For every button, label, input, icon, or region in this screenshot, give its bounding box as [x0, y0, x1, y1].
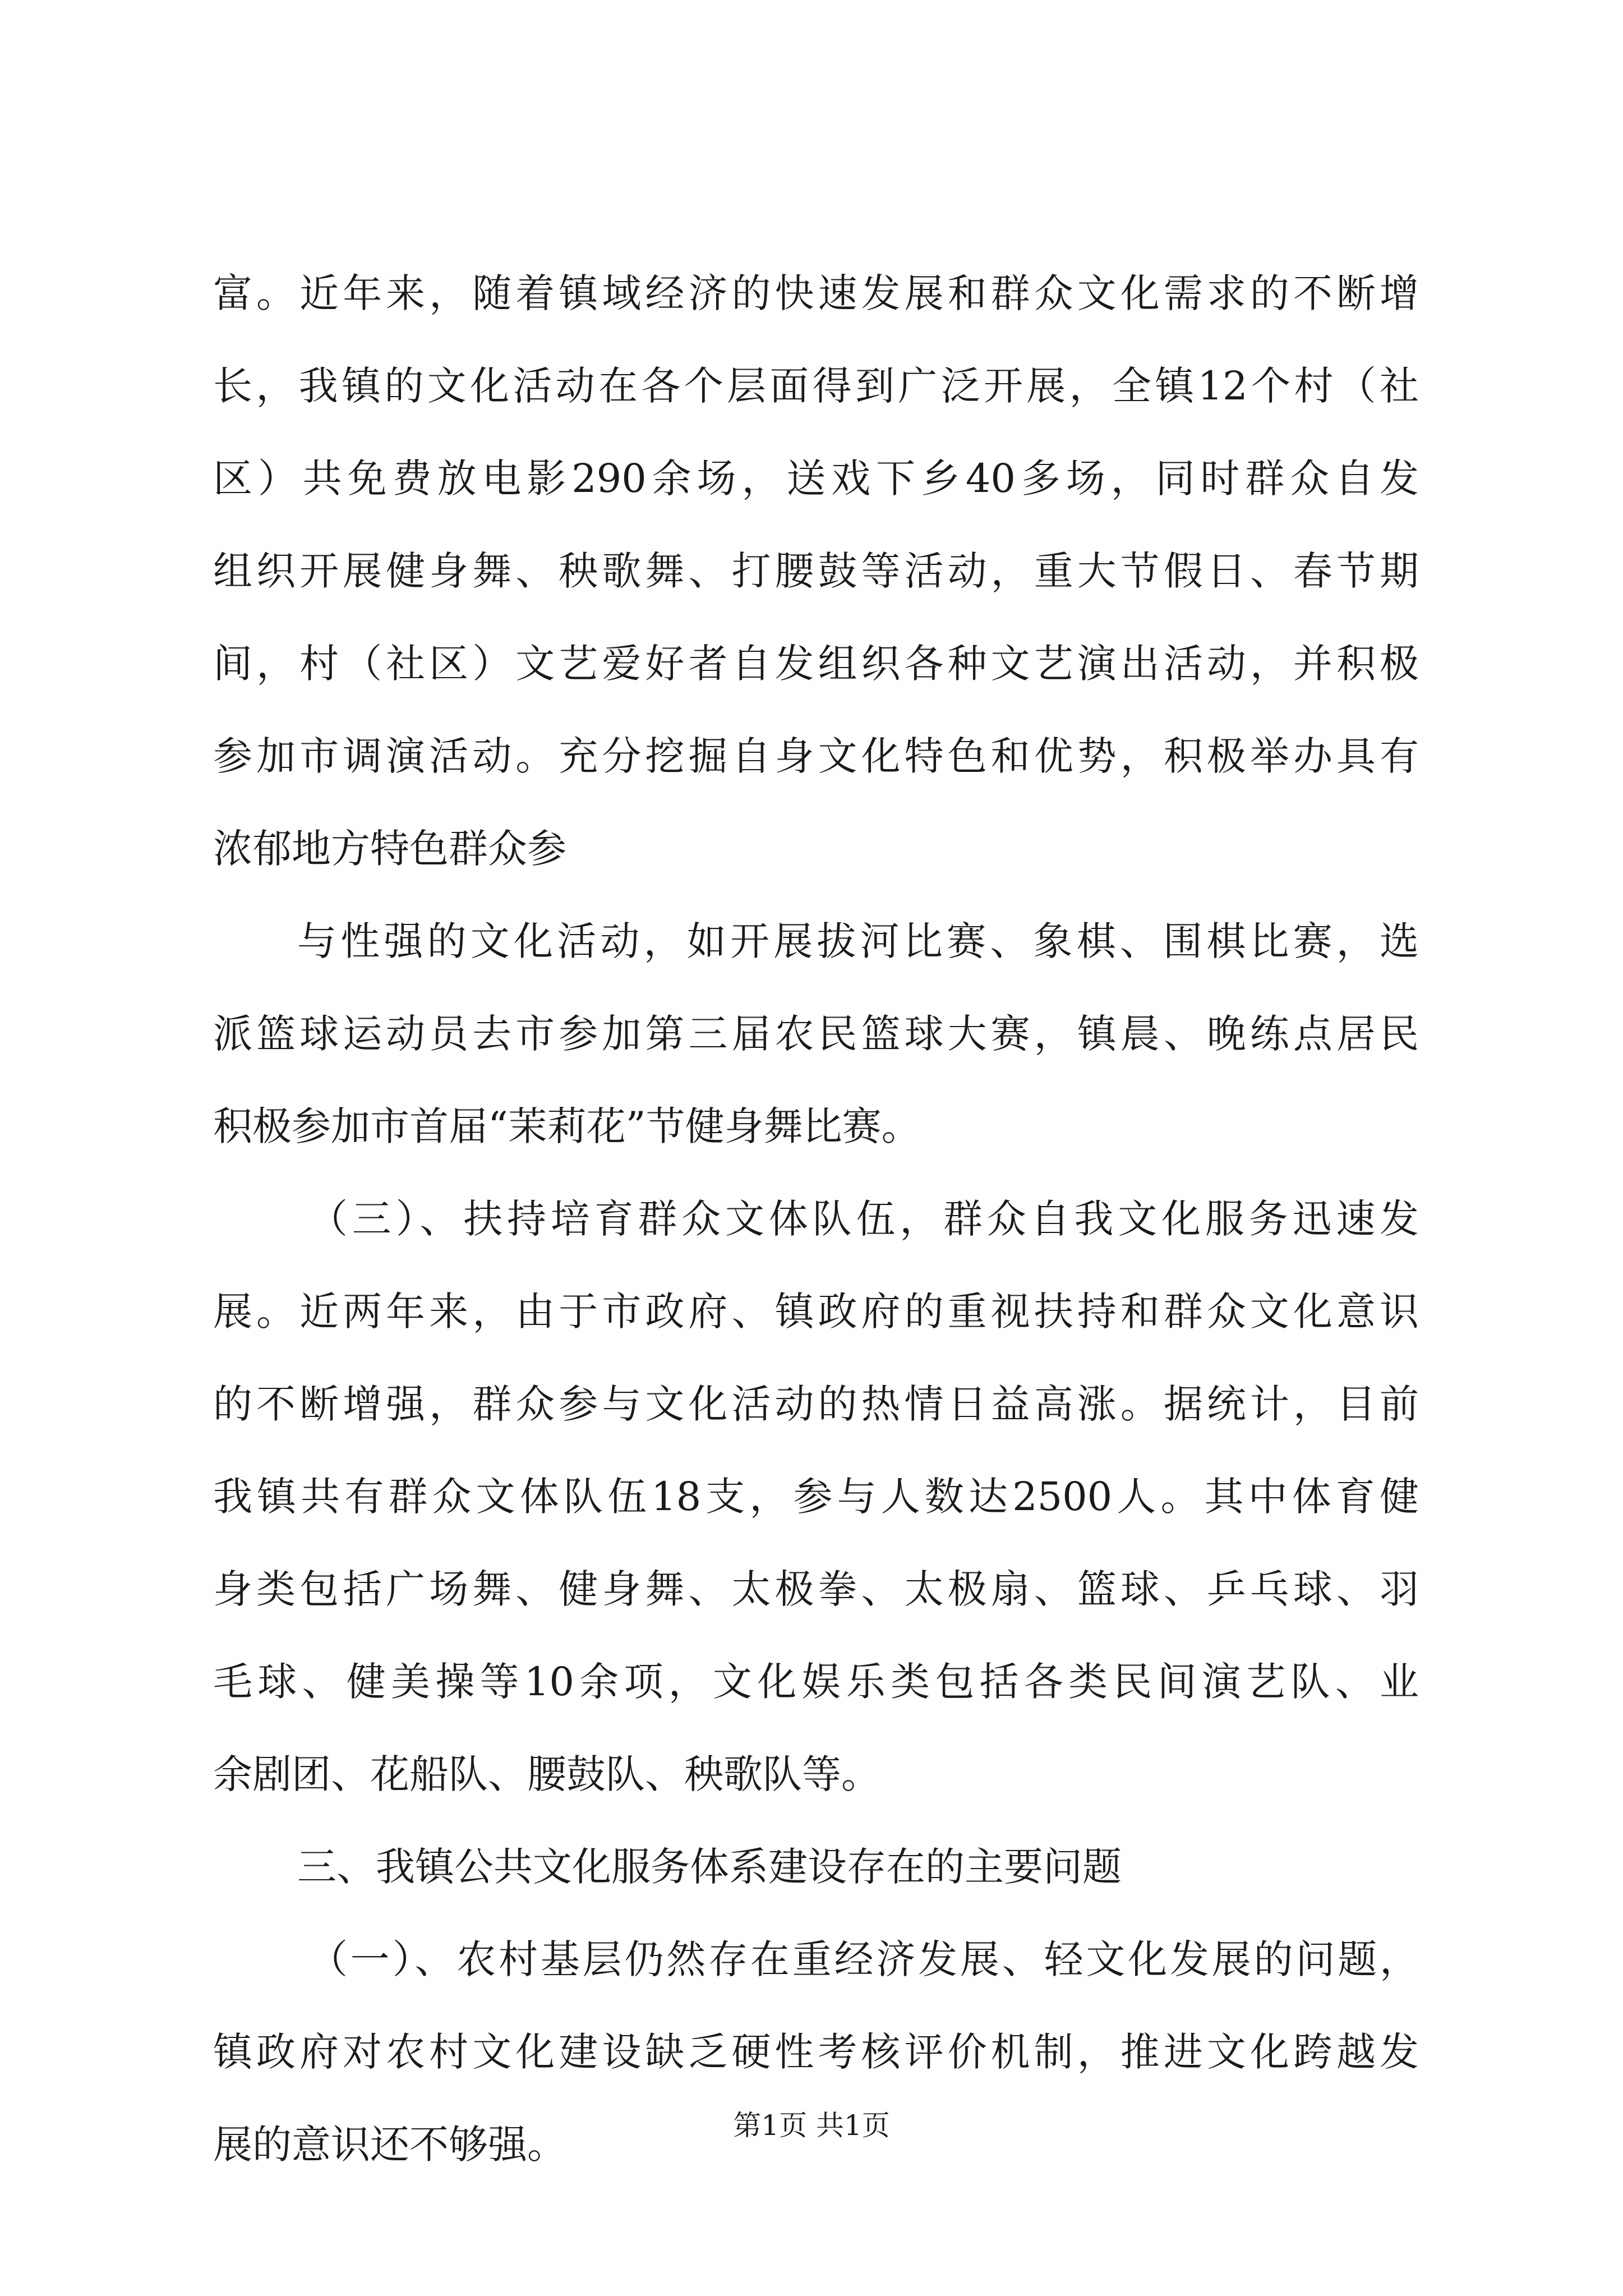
subsection-heading-line: （一）、农村基层仍然存在重经济发展、轻文化发展的问题，: [308, 1936, 1419, 1982]
paragraph-line: 的不断增强，群众参与文化活动的热情日益高涨。据统计，目前: [213, 1381, 1419, 1427]
paragraph-line: 区）共免费放电影290余场，送戏下乡40多场，同时群众自发: [213, 455, 1419, 501]
paragraph-line: 积极参加市首届“茉莉花”节健身舞比赛。: [213, 1103, 921, 1149]
paragraph-line: 毛球、健美操等10余项，文化娱乐类包括各类民间演艺队、业: [213, 1659, 1419, 1705]
paragraph-line: 我镇共有群众文体队伍18支，参与人数达2500人。其中体育健: [213, 1474, 1419, 1520]
paragraph-line: 余剧团、花船队、腰鼓队、秧歌队等。: [213, 1751, 880, 1797]
paragraph-line: 展的意识还不够强。: [213, 2122, 566, 2168]
paragraph-line: 长，我镇的文化活动在各个层面得到广泛开展，全镇12个村（社: [213, 363, 1419, 409]
paragraph-line: 派篮球运动员去市参加第三届农民篮球大赛，镇晨、晚练点居民: [213, 1011, 1419, 1057]
paragraph-line: 浓郁地方特色群众参: [213, 826, 566, 872]
paragraph-line: 参加市调演活动。充分挖掘自身文化特色和优势，积极举办具有: [213, 733, 1419, 779]
paragraph-line: 组织开展健身舞、秧歌舞、打腰鼓等活动，重大节假日、春节期: [213, 548, 1419, 594]
page-footer: 第1页 共1页: [733, 2109, 890, 2142]
paragraph-line: 身类包括广场舞、健身舞、太极拳、太极扇、篮球、乒乓球、羽: [213, 1566, 1419, 1612]
section-heading-line: （三）、扶持培育群众文体队伍，群众自我文化服务迅速发: [308, 1196, 1419, 1242]
section-heading: 三、我镇公共文化服务体系建设存在的主要问题: [297, 1844, 1122, 1890]
paragraph-line: 间，村（社区）文艺爱好者自发组织各种文艺演出活动，并积极: [213, 641, 1419, 687]
paragraph-line: 展。近两年来，由于市政府、镇政府的重视扶持和群众文化意识: [213, 1289, 1419, 1335]
paragraph-first-line: 与性强的文化活动，如开展拔河比赛、象棋、围棋比赛，选: [297, 918, 1419, 964]
paragraph-line: 富。近年来，随着镇域经济的快速发展和群众文化需求的不断增: [213, 270, 1419, 316]
paragraph-line: 镇政府对农村文化建设缺乏硬性考核评价机制，推进文化跨越发: [213, 2029, 1419, 2075]
